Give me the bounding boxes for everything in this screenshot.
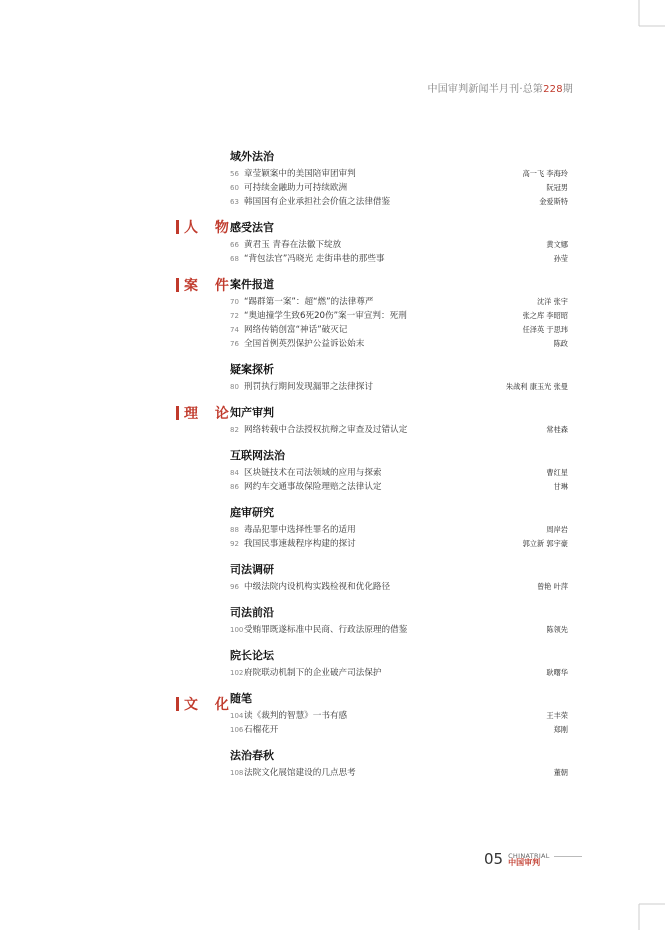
brand-chinese: 中国审判 xyxy=(508,858,541,867)
crop-mark-bottom-right xyxy=(625,890,665,930)
toc-entry[interactable] xyxy=(230,709,568,723)
toc-entry[interactable] xyxy=(230,181,568,195)
toc-group xyxy=(230,148,568,209)
toc-group xyxy=(230,276,568,351)
toc-entry-author: 高一飞 李海玲 xyxy=(522,169,568,178)
toc-group-title: 司法调研 xyxy=(230,563,274,576)
toc-entry[interactable] xyxy=(230,295,568,309)
toc-group-title: 随笔 xyxy=(230,692,252,705)
toc-entry[interactable] xyxy=(230,195,568,209)
brand-english: CHINATRIAL xyxy=(508,851,550,860)
section-marker-theory xyxy=(176,403,235,423)
toc-entry-page: 60 xyxy=(230,184,239,192)
toc-entry-author: 朱战利 康玉光 张曼 xyxy=(505,382,568,391)
section-bar xyxy=(176,278,179,292)
toc-entry[interactable] xyxy=(230,580,568,594)
toc-entry[interactable] xyxy=(230,238,568,252)
toc-group xyxy=(230,504,568,551)
toc-entry-author: 孙莹 xyxy=(553,254,568,263)
section-marker-culture xyxy=(176,694,235,714)
toc-entry[interactable] xyxy=(230,537,568,551)
toc-entry-title: 韩国国有企业承担社会价值之法律借鉴 xyxy=(244,197,391,207)
toc-group xyxy=(230,561,568,594)
toc-entry-author: 董朝 xyxy=(553,768,568,777)
header-suffix: 期 xyxy=(562,84,573,95)
toc-group xyxy=(230,219,568,266)
toc-entry-title: 法院文化展馆建设的几点思考 xyxy=(244,768,356,778)
toc-entry-author: 郑刚 xyxy=(553,725,568,734)
toc-entry-page: 66 xyxy=(230,241,239,249)
toc-entry-page: 84 xyxy=(230,469,239,477)
toc-entry[interactable] xyxy=(230,423,568,437)
brand-logo xyxy=(508,853,550,868)
toc-entry-author: 甘琳 xyxy=(553,482,568,491)
toc-entry-page: 63 xyxy=(230,198,239,206)
toc-entry[interactable] xyxy=(230,167,568,181)
toc-entry-page: 96 xyxy=(230,583,239,591)
toc-entry-page: 104 xyxy=(230,712,244,720)
toc-group xyxy=(230,690,568,737)
table-of-contents xyxy=(230,148,568,790)
toc-entry-page: 74 xyxy=(230,326,239,334)
toc-entry-author: 曾艳 叶萍 xyxy=(536,582,568,591)
toc-entry-author: 郭立新 郭宇豪 xyxy=(522,539,568,548)
toc-entry-page: 82 xyxy=(230,426,239,434)
toc-entry[interactable] xyxy=(230,252,568,266)
toc-entry-title: “奥迪撞学生致6死20伤”案一审宣判：死刑 xyxy=(244,311,407,321)
toc-entry-title: 网络转载中合法授权抗辩之审查及过错认定 xyxy=(244,425,408,435)
toc-entry-page: 92 xyxy=(230,540,239,548)
toc-group xyxy=(230,447,568,494)
toc-entry[interactable] xyxy=(230,523,568,537)
toc-entry[interactable] xyxy=(230,766,568,780)
section-label: 文 化 xyxy=(184,697,235,713)
toc-entry-title: 我国民事速裁程序构建的探讨 xyxy=(244,539,356,549)
toc-entry-author: 任泽英 于思玮 xyxy=(522,325,568,334)
toc-entry-page: 56 xyxy=(230,170,239,178)
running-header xyxy=(428,80,573,95)
crop-mark-top-right xyxy=(625,0,665,40)
toc-entry[interactable] xyxy=(230,337,568,351)
toc-entry-page: 72 xyxy=(230,312,239,320)
toc-group-title: 知产审判 xyxy=(230,406,274,419)
toc-entry-author: 陈政 xyxy=(553,339,568,348)
toc-group-title: 司法前沿 xyxy=(230,606,274,619)
section-bar xyxy=(176,697,179,711)
section-bar xyxy=(176,220,179,234)
toc-entry-title: 黄君玉 青春在法徽下绽放 xyxy=(244,240,342,250)
toc-entry[interactable] xyxy=(230,380,568,394)
section-label: 理 论 xyxy=(184,406,235,422)
toc-entry[interactable] xyxy=(230,466,568,480)
header-prefix: 中国审判新闻半月刊·总第 xyxy=(427,84,544,95)
toc-entry-author: 沈洋 张宇 xyxy=(536,297,568,306)
toc-entry-author: 周岸岩 xyxy=(546,525,568,534)
toc-entry[interactable] xyxy=(230,666,568,680)
toc-group-title: 法治春秋 xyxy=(230,749,274,762)
toc-entry-page: 108 xyxy=(230,769,244,777)
toc-entry-author: 陈领先 xyxy=(546,625,568,634)
toc-entry-author: 曹红星 xyxy=(546,468,568,477)
section-label: 案 件 xyxy=(184,278,235,294)
toc-entry[interactable] xyxy=(230,323,568,337)
section-marker-cases xyxy=(176,275,235,295)
toc-entry[interactable] xyxy=(230,723,568,737)
toc-entry-title: 区块链技术在司法领域的应用与探索 xyxy=(244,468,382,478)
toc-entry[interactable] xyxy=(230,309,568,323)
toc-group-title: 互联网法治 xyxy=(230,449,285,462)
toc-entry-author: 黄文娜 xyxy=(546,240,568,249)
toc-entry-title: 网约车交通事故保险理赔之法律认定 xyxy=(244,482,382,492)
toc-entry-title: 受贿罪既遂标准中民商、行政法原理的借鉴 xyxy=(244,625,408,635)
toc-entry-page: 70 xyxy=(230,298,239,306)
toc-entry-author: 阮冠男 xyxy=(546,183,568,192)
toc-group xyxy=(230,647,568,680)
toc-group-title: 案件报道 xyxy=(230,278,274,291)
section-marker-people xyxy=(176,217,235,237)
toc-group-title: 感受法官 xyxy=(230,221,274,234)
toc-entry-author: 常桂森 xyxy=(546,425,568,434)
section-label: 人 物 xyxy=(184,220,235,236)
toc-entry-author: 耿曙华 xyxy=(546,668,568,677)
toc-entry-title: 石榴花开 xyxy=(244,725,279,735)
toc-entry-title: 读《裁判的智慧》一书有感 xyxy=(244,711,348,721)
toc-entry-page: 68 xyxy=(230,255,239,263)
toc-entry-page: 88 xyxy=(230,526,239,534)
toc-entry-author: 张之库 李昭昭 xyxy=(522,311,568,320)
toc-group-title: 疑案探析 xyxy=(230,363,274,376)
toc-entry-title: 全国首例英烈保护公益诉讼始末 xyxy=(244,339,365,349)
toc-entry-title: 府院联动机制下的企业破产司法保护 xyxy=(244,668,382,678)
toc-entry-title: 章莹颖案中的美国陪审团审判 xyxy=(244,169,356,179)
toc-group xyxy=(230,361,568,394)
toc-entry-page: 86 xyxy=(230,483,239,491)
toc-entry-title: 毒品犯罪中选择性罪名的适用 xyxy=(244,525,356,535)
page-footer xyxy=(484,852,582,867)
toc-group-title: 院长论坛 xyxy=(230,649,274,662)
toc-entry-title: 网络传销创富“神话”破灭记 xyxy=(244,325,348,335)
toc-entry-title: 中级法院内设机构实践检视和优化路径 xyxy=(244,582,391,592)
toc-entry-page: 106 xyxy=(230,726,244,734)
toc-entry-title: 可持续金融助力可持续欧洲 xyxy=(244,183,348,193)
toc-entry-title: 刑罚执行期间发现漏罪之法律探讨 xyxy=(244,382,373,392)
footer-rule xyxy=(554,856,582,857)
toc-group-title: 庭审研究 xyxy=(230,506,274,519)
toc-group xyxy=(230,604,568,637)
toc-entry-title: “踢群第一案”：超“燃”的法律尊严 xyxy=(244,297,374,307)
toc-entry-author: 王丰荣 xyxy=(546,711,568,720)
toc-entry-page: 100 xyxy=(230,626,244,634)
toc-entry-page: 102 xyxy=(230,669,244,677)
toc-entry[interactable] xyxy=(230,623,568,637)
toc-entry-page: 80 xyxy=(230,383,239,391)
toc-group xyxy=(230,747,568,780)
header-issue-number: 228 xyxy=(543,84,563,95)
toc-group xyxy=(230,404,568,437)
page-number: 05 xyxy=(484,850,504,868)
toc-entry-page: 76 xyxy=(230,340,239,348)
toc-entry[interactable] xyxy=(230,480,568,494)
toc-entry-title: “背包法官”冯晓光 走街串巷的那些事 xyxy=(244,254,385,264)
section-bar xyxy=(176,406,179,420)
toc-entry-author: 金爱斯特 xyxy=(539,197,568,206)
toc-group-title: 域外法治 xyxy=(230,150,274,163)
